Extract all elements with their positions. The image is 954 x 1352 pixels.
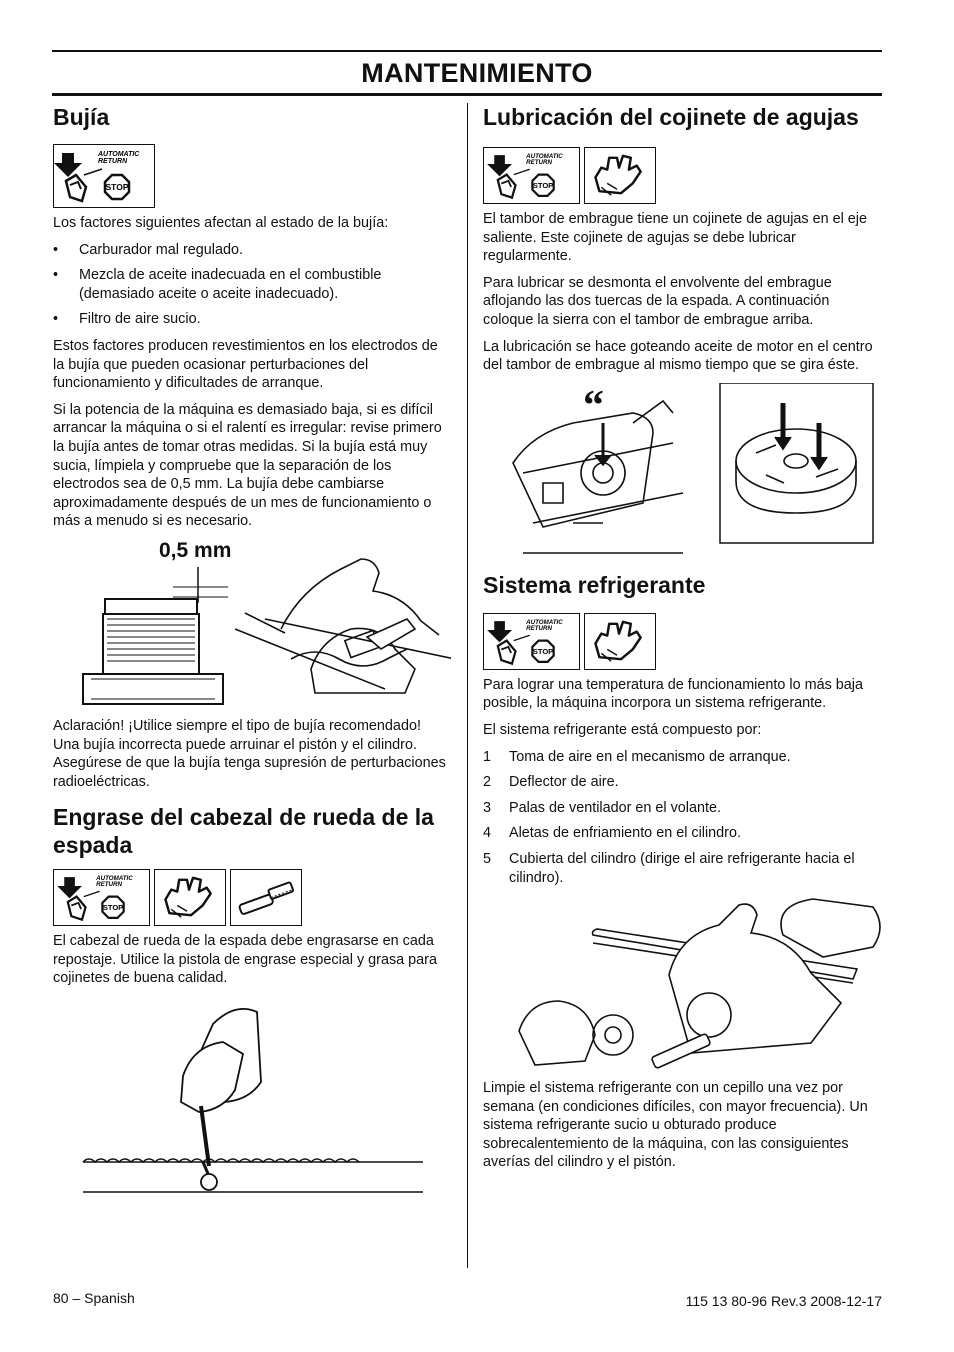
brush-icon [230, 869, 302, 926]
engrase-paragraph-1: El cabezal de rueda de la espada debe engrasarse en cada repostaje. Utilice la pistola de engrase especial y grasa para cojinetes de buena calidad. [53, 933, 437, 987]
glove-icon [584, 613, 656, 670]
clutch-drum-illustration [483, 383, 883, 561]
section-heading-engrase: Engrase del cabezal de rueda de la espada [53, 804, 434, 859]
glove-icon [154, 869, 226, 926]
sistema-paragraph-3: Limpie el sistema refrigerante con un cepillo una vez por semana (en condiciones difíciles, con mayor frecuencia). Un sistema refrigerante sucio u obturado produce sobrecalentemiento de la máquina, con las consiguientes averías del cilindro y el pistón. [483, 1080, 868, 1171]
bujia-paragraph-1: Estos factores producen revestimientos en los electrodos de la bujía que pueden ocasionar perturbaciones del funcionamiento y dificultades de arranque. [53, 337, 438, 392]
spark-plug-figure [53, 539, 451, 709]
spark-plug-illustration [53, 539, 451, 709]
lubricacion-icon-row [483, 147, 883, 204]
automatic-return-stop-icon [53, 869, 150, 926]
page-title: MANTENIMIENTO [361, 58, 593, 88]
automatic-return-stop-icon [53, 144, 155, 208]
list-item: 5 Cubierta del cilindro (dirige el aire refrigerante hacia el cilindro). [483, 850, 855, 886]
list-item: • Filtro de aire sucio. [53, 311, 201, 328]
glove-icon [584, 147, 656, 204]
bujia-bullet-list [53, 241, 451, 329]
list-item: 1 Toma de aire en el mecanismo de arranque. [483, 748, 791, 765]
section-heading-sistema: Sistema refrigerante [483, 571, 706, 598]
automatic-return-stop-icon [483, 613, 580, 670]
list-item: • Carburador mal regulado. [53, 241, 243, 258]
gap-label: 0,5 mm [159, 538, 232, 562]
list-item: 2 Deflector de aire. [483, 774, 619, 791]
lubricacion-paragraph-1: El tambor de embrague tiene un cojinete de agujas en el eje saliente. Este cojinete de agujas se debe lubricar regularmente. [483, 211, 868, 265]
header-top-rule [52, 50, 882, 52]
lubricacion-paragraph-2: Para lubricar se desmonta el envolvente del embrague aflojando las dos tuercas de la espada. A continuación coloque la sierra con el tambor de embrague arriba. [483, 274, 832, 328]
section-heading-bujia: Bujía [53, 104, 110, 130]
right-column [483, 100, 883, 1180]
header-bottom-rule [52, 93, 882, 96]
list-item: 3 Palas de ventilador en el volante. [483, 799, 722, 816]
grease-gun-illustration [53, 996, 451, 1196]
sistema-paragraph-1: Para lograr una temperatura de funcionamiento lo más baja posible, la máquina incorpora un sistema refrigerante. [483, 676, 863, 712]
list-item: • Mezcla de aceite inadecuada en el combustible (demasiado aceite o aceite inadecuado). [53, 267, 382, 302]
left-column [53, 100, 451, 1196]
bujia-paragraph-3: Aclaración! ¡Utilice siempre el tipo de bujía recomendado! Una bujía incorrecta puede arruinar el pistón y el cilindro. Asegúrese de que la bujía tenga supresión de perturbaciones radioeléctricas. [53, 717, 446, 790]
bujia-paragraph-2: Si la potencia de la máquina es demasiado baja, si es difícil arrancar la máquina o si el ralentí es irregular: revise primero la bujía antes de tomar otras medidas. Si la bujía está muy sucia, límpiela y compruebe que la separación de los electrodos sea de 0,5 mm. La bujía debe cambiarse aproximadamente después de un mes de funcionamiento o más a menudo si es necesario. [53, 401, 442, 530]
bujia-icon-row [53, 144, 451, 208]
sistema-numbered-list [483, 748, 883, 888]
cooling-system-illustration [483, 895, 883, 1075]
footer-page-number: 80 – Spanish [53, 1290, 135, 1306]
lubricacion-paragraph-3: La lubricación se hace goteando aceite de motor en el centro del tambor de embrague al mismo tiempo que se gira éste. [483, 338, 873, 374]
section-heading-lubricacion: Lubricación del cojinete de agujas [483, 104, 859, 130]
svg-text:“: “ [583, 382, 604, 429]
column-divider [467, 103, 468, 1268]
automatic-return-stop-icon [483, 147, 580, 204]
engrase-icon-row [53, 869, 451, 926]
bujia-intro: Los factores siguientes afectan al estado de la bujía: [53, 215, 389, 231]
footer-doc-id: 115 13 80-96 Rev.3 2008-12-17 [685, 1293, 882, 1309]
sistema-paragraph-2: El sistema refrigerante está compuesto por: [483, 721, 762, 738]
sistema-icon-row [483, 613, 883, 670]
list-item: 4 Aletas de enfriamiento en el cilindro. [483, 825, 741, 842]
